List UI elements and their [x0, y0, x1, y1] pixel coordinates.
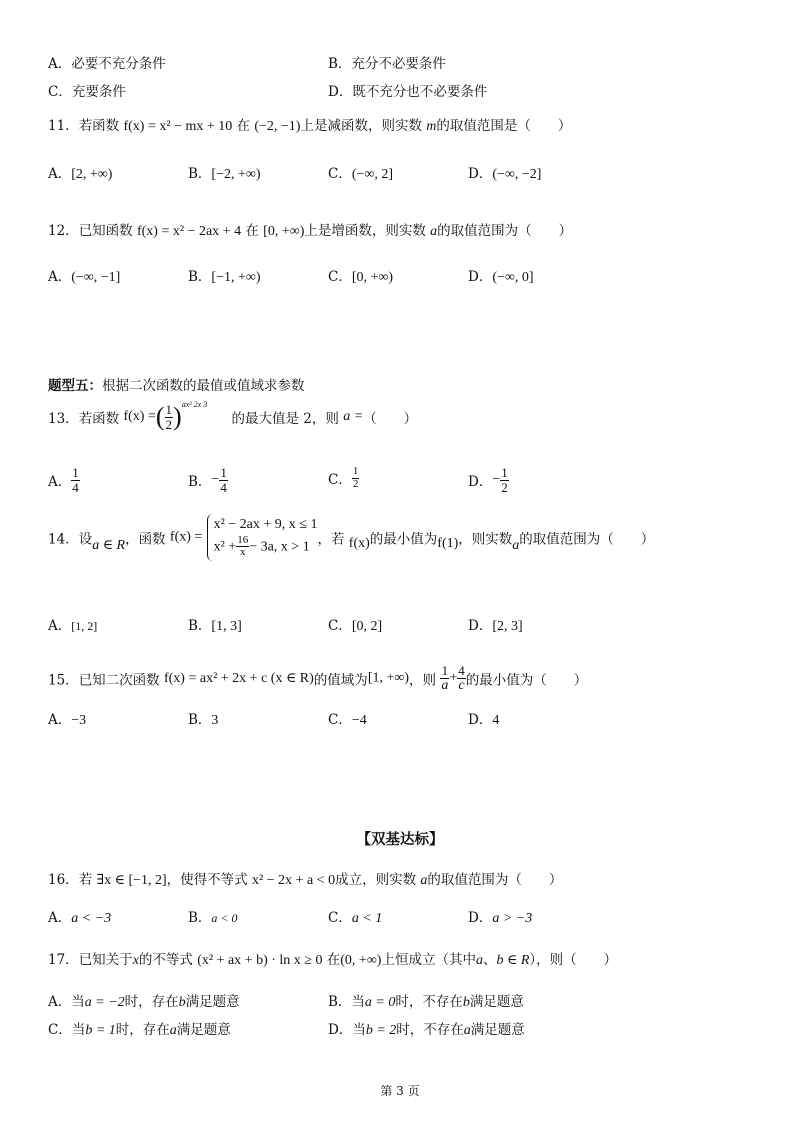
section-title: 根据二次函数的最值或值域求参数 — [102, 378, 305, 394]
q11-option-b[interactable]: B．[−2, +∞) — [188, 166, 261, 182]
q11-interval: (−2, −1) — [254, 119, 301, 134]
question-14: 14．设a ∈ R，函数 f(x) = x² − 2ax + 9, x ≤ 1 x² + $\frac{16}{x}$ − 3a, x > 1 ，若 f(x)的最小值为f(1)，则实数a的取值范围为（ ） — [48, 514, 654, 578]
q13-options — [48, 466, 748, 506]
q14-options — [48, 614, 748, 636]
q14-option-b[interactable]: B．[1, 3] — [188, 618, 242, 634]
section-heading — [48, 374, 305, 394]
q13-exponent: ax² 2x 3 — [181, 400, 208, 409]
q14-option-d[interactable]: D．[2, 3] — [468, 618, 523, 634]
q10-options-row-1 — [48, 52, 748, 74]
q15-options — [48, 708, 748, 730]
q10-option-c[interactable]: C．充要条件 — [48, 84, 126, 100]
q11-option-c[interactable]: C．(−∞, 2] — [328, 166, 394, 182]
q16-inequality: x² − 2x + a < 0 — [251, 873, 336, 888]
q11-function: f(x) = x² − mx + 10 — [123, 119, 233, 134]
q14-option-a[interactable]: A．[1, 2] — [48, 618, 98, 634]
q10-option-a[interactable]: A．必要不充分条件 — [48, 56, 166, 72]
q17-inequality: (x² + ax + b) · ln x ≥ 0 — [197, 953, 323, 968]
q16-exists: ∃x ∈ [−1, 2] — [96, 873, 167, 888]
section-basic-heading: 【双基达标】 — [356, 831, 444, 848]
q15-option-a[interactable]: A．−3 — [48, 712, 87, 728]
q12-options — [48, 265, 748, 287]
q16-options — [48, 906, 748, 928]
q16-option-b[interactable]: B．a < 0 — [188, 910, 238, 926]
q14-option-c[interactable]: C．[0, 2] — [328, 618, 383, 634]
q17-option-c[interactable]: C．当b = 1时，存在a满足题意 — [48, 1022, 231, 1038]
q13-option-a[interactable]: A． $\frac{1}{4}$ — [48, 465, 79, 495]
q15-option-b[interactable]: B．3 — [188, 712, 219, 728]
section-label: 题型五： — [48, 378, 102, 394]
q12-option-a[interactable]: A．(−∞, −1] — [48, 269, 121, 285]
question-17: 17．已知关于x的不等式 (x² + ax + b) · ln x ≥ 0 在(0, +∞)上恒成立（其中a、b ∈ R），则（ ） — [48, 952, 618, 968]
question-16: 16．若 ∃x ∈ [−1, 2]，使得不等式 x² − 2x + a < 0成立，则实数 a的取值范围为（ ） — [48, 872, 563, 888]
question-13: 13．若函数 f(x) =( $\frac{1}{2}$ )$^{ax^2 2x 3}$ 的最大值是 2，则 a =（ ） — [48, 400, 418, 432]
q12-interval: [0, +∞) — [263, 224, 305, 239]
q13-option-c[interactable]: C． $\frac{1}{2}$ — [328, 465, 359, 490]
q17-options-row-2 — [48, 1018, 748, 1040]
q13-option-d[interactable]: D．− $\frac{1}{2}$ — [468, 465, 508, 495]
question-15: 15．已知二次函数 f(x) = ax² + 2x + c (x ∈ R)的值域为[1, +∞)，则 $\frac{1}{a}$ + $\frac{4}{c}$ 的最小值为（ ） — [48, 663, 588, 693]
q14-condition: a ∈ R — [92, 538, 126, 553]
question-11: 11．若函数 f(x) = x² − mx + 10 在 (−2, −1)上是减函数，则实数 m的取值范围是（ ） — [48, 118, 572, 134]
q11-options — [48, 162, 748, 184]
q15-function: f(x) = ax² + 2x + c (x ∈ R) — [163, 671, 314, 687]
page-number: 第 3 页 — [380, 1084, 420, 1098]
q12-option-c[interactable]: C．[0, +∞) — [328, 269, 394, 285]
q16-option-c[interactable]: C．a < 1 — [328, 910, 383, 926]
q16-option-a[interactable]: A．a < −3 — [48, 910, 112, 926]
q17-option-b[interactable]: B．当a = 0时，不存在b满足题意 — [328, 994, 524, 1010]
q17-options-row-1 — [48, 990, 748, 1012]
q12-option-b[interactable]: B．[−1, +∞) — [188, 269, 261, 285]
q13-option-b[interactable]: B．− $\frac{1}{4}$ — [188, 465, 227, 495]
question-12: 12．已知函数 f(x) = x² − 2ax + 4 在 [0, +∞)上是增函数，则实数 a的取值范围为（ ） — [48, 223, 573, 239]
q15-option-c[interactable]: C．−4 — [328, 712, 367, 728]
q15-option-d[interactable]: D．4 — [468, 712, 500, 728]
q17-option-d[interactable]: D．当b = 2时，不存在a满足题意 — [328, 1022, 525, 1038]
q11-option-d[interactable]: D．(−∞, −2] — [468, 166, 542, 182]
q10-option-b[interactable]: B．充分不必要条件 — [328, 56, 446, 72]
q16-option-d[interactable]: D．a > −3 — [468, 910, 533, 926]
q14-piecewise: x² − 2ax + 9, x ≤ 1 x² + $\frac{16}{x}$ − 3a, x > 1 — [207, 514, 318, 561]
q12-option-d[interactable]: D．(−∞, 0] — [468, 269, 534, 285]
q10-options-row-2 — [48, 80, 748, 102]
q11-option-a[interactable]: A．[2, +∞) — [48, 166, 113, 182]
q10-option-d[interactable]: D．既不充分也不必要条件 — [328, 84, 488, 100]
q17-option-a[interactable]: A．当a = −2时，存在b满足题意 — [48, 994, 240, 1010]
q12-function: f(x) = x² − 2ax + 4 — [136, 224, 242, 239]
